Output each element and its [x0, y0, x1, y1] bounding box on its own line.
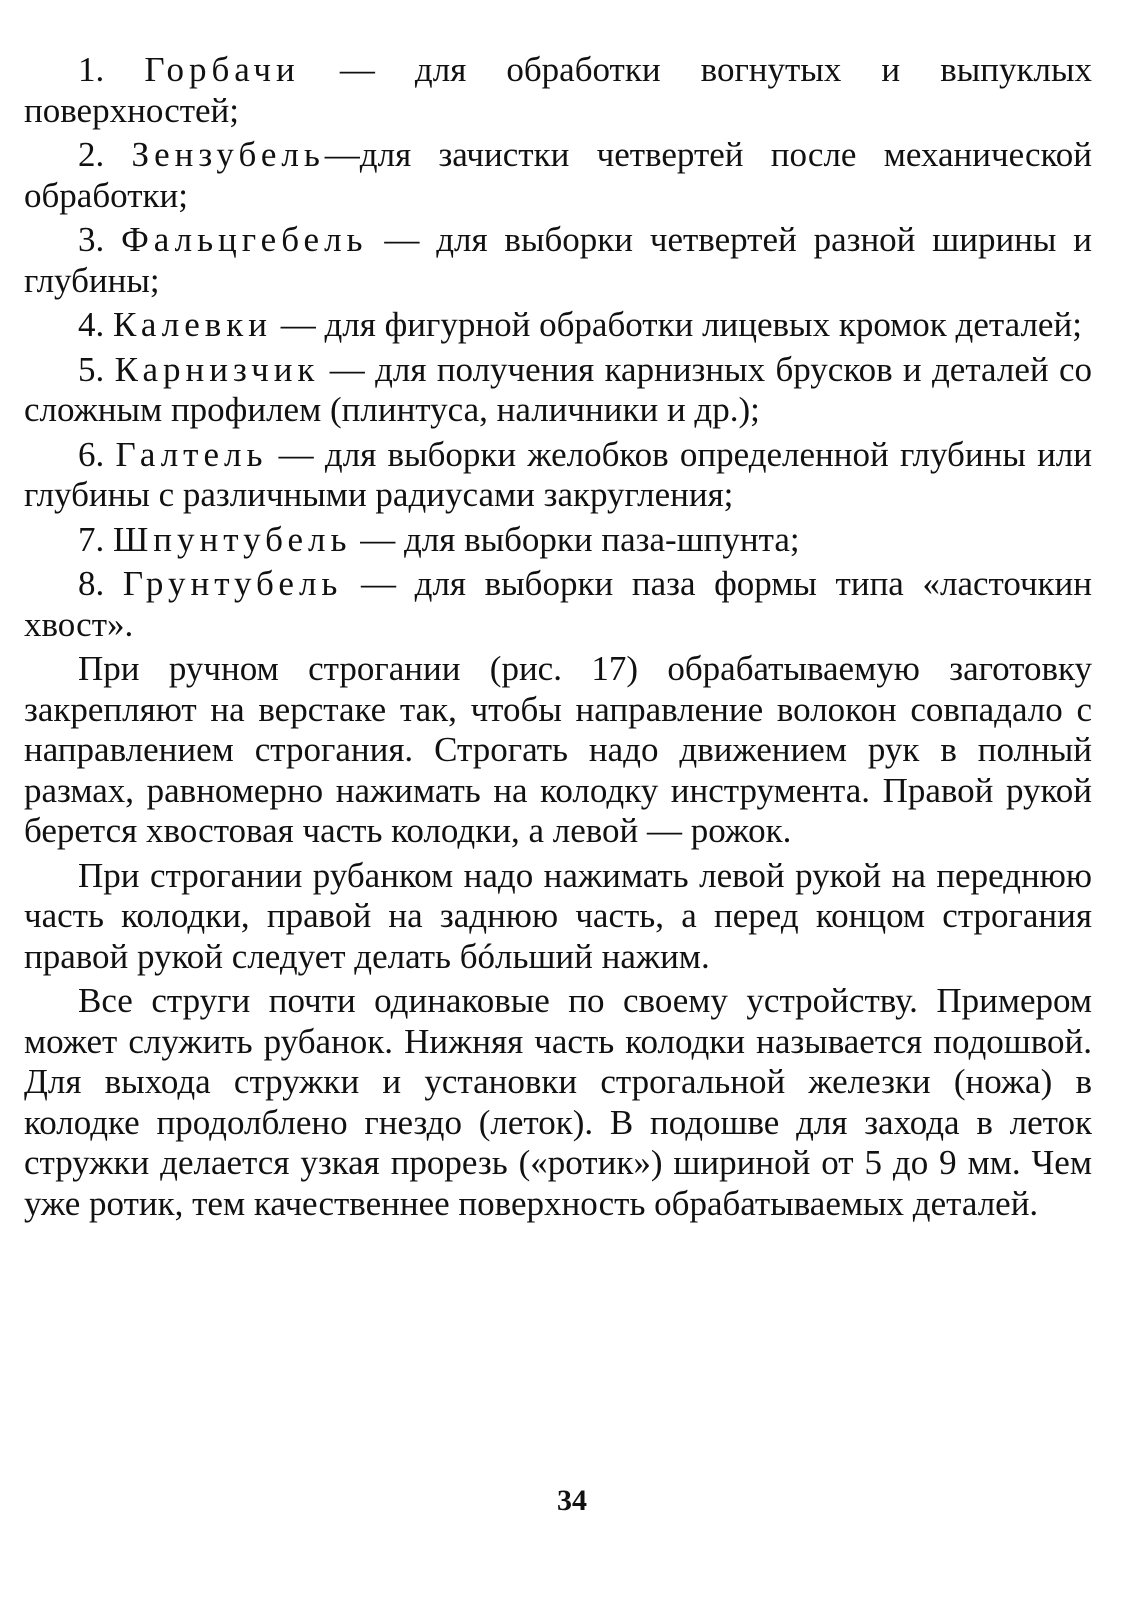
body-paragraph: Все струги почти одинаковые по своему устройству. Примером может служить рубанок. Нижняя часть колодки называется подошвой. Для выхода стружки и установки строгальной железки (ножа) в колодке продолблено гнездо (леток). В подошве для захода в леток стружки делается узкая прорезь («ротик») шириной от 5 до 9 мм. Чем уже ротик, тем качественнее поверхность обрабатываемых деталей.	[24, 981, 1092, 1223]
item-description: — для выборки паза-шпунта;	[351, 519, 800, 559]
item-description: — для выборки желобков определенной глубины или глубины с различными радиусами закругления;	[24, 434, 1093, 514]
list-item	[24, 50, 1092, 131]
item-term: Горбачи	[144, 50, 300, 89]
list-item	[24, 305, 1092, 346]
item-description: — для обработки вогнутых и выпуклых поверхностей;	[24, 50, 1092, 130]
item-number: 4.	[78, 305, 105, 344]
item-term: Шпунтубель	[113, 519, 352, 559]
item-term: Калевки	[113, 305, 272, 344]
list-item	[24, 435, 1092, 516]
item-term: Фальцгебель	[121, 220, 368, 259]
item-term: Грунтубель	[122, 564, 343, 603]
list-item	[24, 520, 1092, 561]
item-number: 2.	[78, 135, 105, 174]
item-number: 6.	[78, 434, 105, 474]
item-term: Галтель	[115, 434, 268, 474]
item-description: — для выборки паза формы типа «ласточкин хвост».	[24, 564, 1093, 644]
item-description: — для получения карнизных брусков и деталей со сложным профилем (плинтуса, наличники и др.);	[24, 349, 1093, 429]
item-number: 8.	[78, 564, 105, 603]
item-number: 5.	[78, 349, 105, 389]
list-item	[24, 220, 1092, 301]
item-description: —для зачистки четвертей после механической обработки;	[24, 135, 1092, 215]
item-term: Зензубель	[131, 135, 325, 174]
list-item	[24, 135, 1092, 216]
body-paragraph: При строгании рубанком надо нажимать левой рукой на переднюю часть колодки, правой на заднюю часть, а перед концом строгания правой рукой следует делать бóльший нажим.	[24, 855, 1092, 976]
body-paragraph: При ручном строгании (рис. 17) обрабатываемую заготовку закрепляют на верстаке так, чтобы направление волокон совпадало с направлением строгания. Строгать надо движением рук в полный размах, равномерно нажимать на колодку инструмента. Правой рукой берется хвостовая часть колодки, а левой — рожок.	[24, 649, 1092, 850]
page-number: 34	[557, 1484, 587, 1517]
list-item	[24, 350, 1092, 431]
page-body	[24, 50, 1092, 1228]
item-number: 7.	[78, 519, 105, 559]
item-number: 3.	[78, 220, 105, 259]
item-description: — для фигурной обработки лицевых кромок деталей;	[272, 305, 1082, 344]
item-term: Карнизчик	[114, 349, 320, 389]
item-description: — для выборки четвертей разной ширины и глубины;	[24, 220, 1092, 300]
list-item	[24, 564, 1092, 645]
item-number: 1.	[78, 50, 105, 89]
